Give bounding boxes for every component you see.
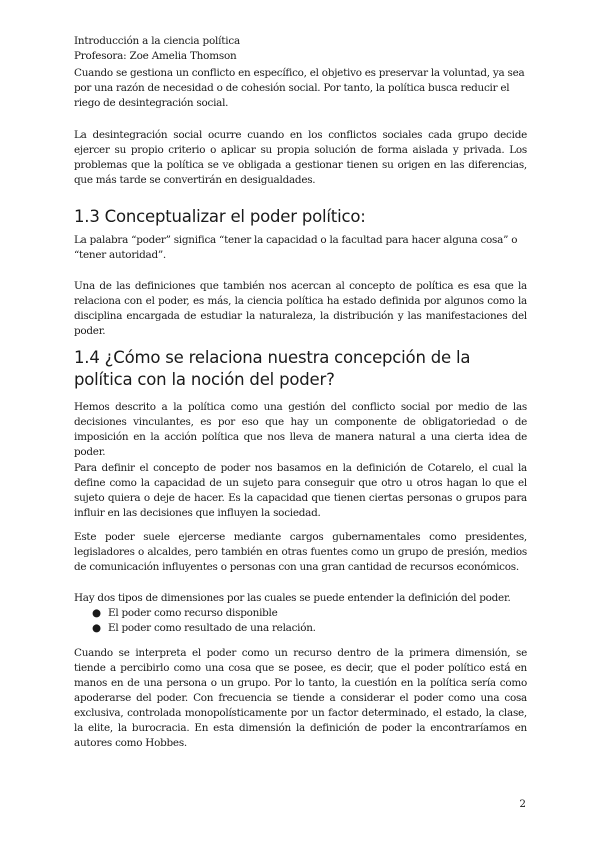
paragraph-conflict-management: Cuando se gestiona un conflicto en específico, el objetivo es preservar la voluntad, ya sea por una razón de necesidad o de cohesión social. Por tanto, la política busca reducir el riego de desintegración social. <box>74 67 525 109</box>
section-heading-1-3: 1.3 Conceptualizar el poder político: <box>74 207 366 226</box>
section-heading-1-3-block <box>74 206 527 228</box>
page-header <box>74 34 240 64</box>
bullet-icon: ● <box>92 607 101 619</box>
paragraph-block-7 <box>74 530 527 575</box>
paragraph-block-1 <box>74 66 527 111</box>
section-heading-1-4-block <box>74 347 527 391</box>
paragraph-cotarelo-definition: Para definir el concepto de poder nos basamos en la definición de Cotarelo, el cual la define como la capacidad de un sujeto para conseguir que otro u otros hagan lo que el sujeto quiera o deje de hacer. Es la capacidad que tienen ciertas personas o grupos para influir en las decisiones que influyen la sociedad. <box>74 462 527 519</box>
list-item: ● El poder como resultado de una relación. <box>92 622 316 634</box>
paragraph-block-3 <box>74 233 527 263</box>
paragraph-social-disintegration: La desintegración social ocurre cuando en los conflictos sociales cada grupo decide ejercer su propio criterio o aplicar su propia solución de forma aislada y privada. Los problemas que la política se ve obligada a gestionar tienen su origen en las diferencias, que más tarde se convertirán en desigualdades. <box>74 129 527 186</box>
course-title: Introducción a la ciencia política <box>74 35 240 47</box>
paragraph-power-dimensions: Hay dos tipos de dimensiones por las cuales se puede entender la definición del poder. <box>74 592 511 604</box>
paragraph-block-9 <box>74 646 527 751</box>
paragraph-block-5 <box>74 400 527 460</box>
page-number: 2 <box>519 798 526 810</box>
paragraph-block-6 <box>74 461 527 521</box>
professor-name: Profesora: Zoe Amelia Thomson <box>74 50 237 62</box>
paragraph-power-as-resource: Cuando se interpreta el poder como un recurso dentro de la primera dimensión, se tiende a percibirlo como una cosa que se posee, es decir, que el poder político está en manos en de una persona o un grupo. Por lo tanto, la cuestión en la política sería como apoderarse del poder. Con frecuencia se tiende a considerar el poder como una cosa exclusiva, controlada monopolísticamente por un factor determinado, el estado, la clase, la elite, la burocracia. En esta dimensión la definición de poder la encontraríamos en autores como Hobbes. <box>74 647 527 749</box>
paragraph-exercise-of-power: Este poder suele ejercerse mediante cargos gubernamentales como presidentes, legisladores o alcaldes, pero también en otras fuentes como un grupo de presión, medios de comunicación influyentes o personas con una gran cantidad de recursos económicos. <box>74 531 527 573</box>
paragraph-block-8 <box>74 591 527 636</box>
list-item: ● El poder como recurso disponible <box>92 607 278 619</box>
paragraph-word-poder: La palabra “poder” significa “tener la capacidad o la facultad para hacer alguna cosa” o “tener autoridad”. <box>74 234 518 261</box>
bullet-icon: ● <box>92 622 101 634</box>
dimensions-list <box>74 606 527 636</box>
paragraph-binding-decisions: Hemos descrito a la política como una gestión del conflicto social por medio de las decisiones vinculantes, es por eso que hay un componente de obligatoriedad o de imposición en la acción política que nos lleva de manera natural a una cierta idea de poder. <box>74 401 527 458</box>
paragraph-block-2 <box>74 128 527 188</box>
section-heading-1-4: 1.4 ¿Cómo se relaciona nuestra concepción de la política con la noción del poder? <box>74 348 471 389</box>
paragraph-block-4 <box>74 279 527 339</box>
paragraph-politics-power-definition: Una de las definiciones que también nos acercan al concepto de política es esa que la relaciona con el poder, es más, la ciencia política ha estado definida por algunos como la disciplina encargada de estudiar la naturaleza, la distribución y las manifestaciones del poder. <box>74 280 527 337</box>
